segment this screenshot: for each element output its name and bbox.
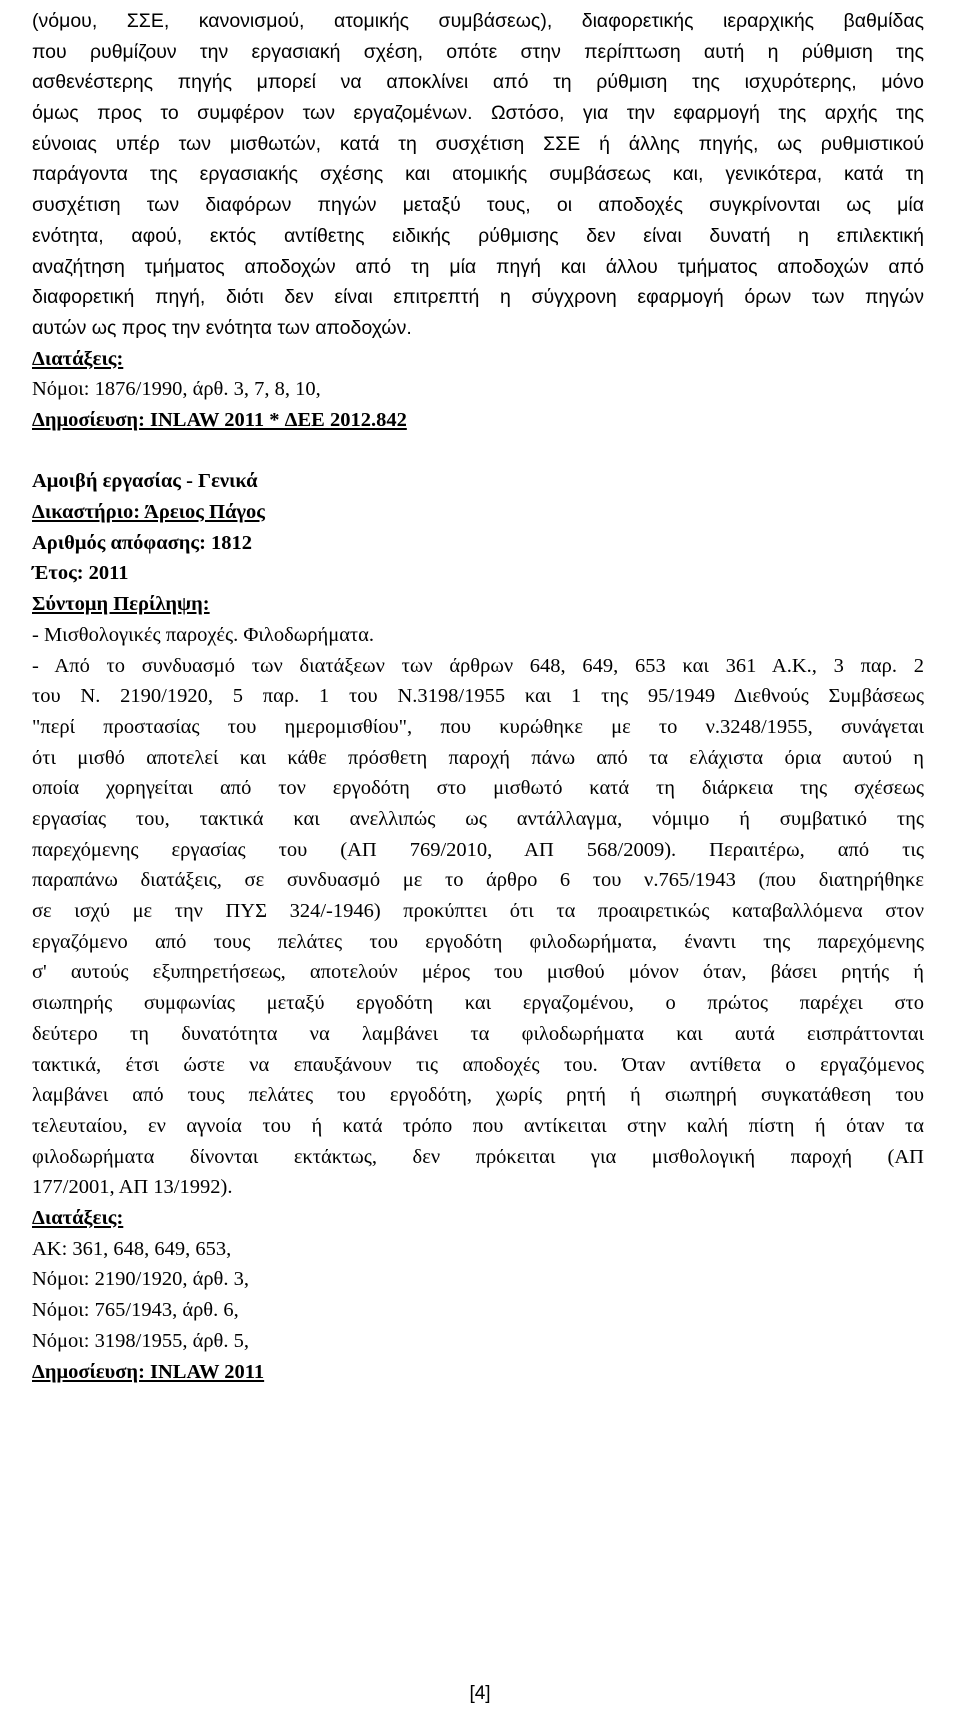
publication-line: Δημοσίευση: INLAW 2011 * ΔΕΕ 2012.842 [32,408,407,431]
summary-heading: Σύντομη Περίληψη: [32,593,210,616]
section-gap [32,436,924,467]
summary-line: εργαζόμενο από τους πελάτες του εργοδότη φιλοδωρήματα, έναντι της παρεχόμενης [32,930,924,953]
doc1-body [32,6,924,344]
summary-intro: - Μισθολογικές παροχές. Φιλοδωρήματα. [32,623,375,646]
body-line: που ρυθμίζουν την εργασιακή σχέση, οπότε στην περίπτωση αυτή η ρύθμιση της [32,40,924,63]
summary-line: φιλοδωρήματα δίνονται εκτάκτως, δεν πρόκειται για μισθολογική παροχή (ΑΠ [32,1145,924,1168]
body-line: ασθενέστερης πηγής μπορεί να αποκλίνει από τη ρύθμιση της ισχυρότερης, μόνο [32,71,924,94]
decision-title: Αμοιβή εργασίας - Γενικά [32,470,258,493]
summary-line: - Από το συνδυασμό των διατάξεων των άρθρων 648, 649, 653 και 361 Α.Κ., 3 παρ. 2 [32,654,924,677]
page-number: [4] [469,1683,491,1704]
summary-line: ότι μισθό αποτελεί και κάθε πρόσθετη παροχή πάνω από τα ελάχιστα όρια αυτού η [32,746,924,769]
summary-body [32,651,924,1203]
summary-line: λαμβάνει από τους πελάτες του εργοδότη, χωρίς ρητή ή σιωπηρή συγκατάθεση του [32,1084,924,1107]
summary-line: "περί προστασίας του ημερομισθίου", που κυρώθηκε με το ν.3248/1955, συνάγεται [32,715,924,738]
decision-year: Έτος: 2011 [32,562,129,585]
body-line: παράγοντα της εργασιακής σχέσης και ατομικής συμβάσεως και, γενικότερα, κατά τη [32,163,924,186]
publication-line: Δημοσίευση: INLAW 2011 [32,1360,265,1383]
summary-line: σιωπηρής συμφωνίας μεταξύ εργοδότη και εργαζομένου, ο πρώτος παρέχει στο [32,992,924,1015]
body-line: εύνοιας υπέρ των μισθωτών, κατά τη συσχέτιση ΣΣΕ ή άλλης πηγής, ως ρυθμιστικού [32,132,924,155]
summary-line: δεύτερο τη δυνατότητα να λαμβάνει τα φιλοδωρήματα και αυτά εισπράττονται [32,1022,924,1045]
summary-line: τελευταίου, εν αγνοία του ή κατά τρόπο που αντίκειται στην καλή πίστη ή όταν τα [32,1114,924,1137]
court-line: Δικαστήριο: Άρειος Πάγος [32,501,265,524]
body-line: όμως προς το συμφέρον των εργαζομένων. Ωστόσο, για την εφαρμογή της αρχής της [32,102,924,125]
provisions-heading: Διατάξεις: [32,347,124,370]
summary-line: σε ισχύ με την ΠΥΣ 324/-1946) προκύπτει ότι τα προαιρετικώς καταβαλλόμενα στον [32,900,924,923]
decision-number: Αριθμός απόφασης: 1812 [32,531,253,554]
provision-item: Νόμοι: 3198/1955, άρθ. 5, [32,1329,249,1352]
body-line: (νόμου, ΣΣΕ, κανονισμού, ατομικής συμβάσεως), διαφορετικής ιεραρχικής βαθμίδας [32,10,924,32]
summary-line: παρεχόμενης εργασίας του (ΑΠ 769/2010, ΑΠ 568/2009). Περαιτέρω, από τις [32,838,924,861]
provision-item: Νόμοι: 765/1943, άρθ. 6, [32,1299,239,1322]
provision-item: Νόμοι: 2190/1920, άρθ. 3, [32,1268,249,1291]
body-line: ενότητα, αφού, εκτός αντίθετης ειδικής ρύθμισης δεν είναι δυνατή η επιλεκτική [32,224,924,247]
summary-line: τακτικά, έτσι ώστε να επαυξάνουν τις αποδοχές του. Όταν αντίθετα ο εργαζόμενος [32,1053,924,1076]
summary-line: σ' αυτούς εξυπηρετήσεως, αποτελούν μέρος του μισθού μόνον όταν, βάσει ρητής ή [32,961,924,984]
body-line: αυτών ως προς την ενότητα των αποδοχών. [32,316,412,339]
body-line: συσχέτιση των διαφόρων πηγών μεταξύ τους, οι αποδοχές συγκρίνονται ως μία [32,194,924,217]
page-content [32,6,924,1387]
summary-line: οποία χορηγείται από τον εργοδότη στο μισθωτό κατά τη διάρκεια της σχέσεως [32,777,924,800]
body-line: αναζήτηση τμήματος αποδοχών από τη μία πηγή και άλλου τμήματος αποδοχών από [32,255,924,278]
provision-item: ΑΚ: 361, 648, 649, 653, [32,1237,232,1260]
summary-line: του Ν. 2190/1920, 5 παρ. 1 του Ν.3198/1955 και 1 της 95/1949 Διεθνούς Συμβάσεως [32,685,924,708]
summary-line: εργασίας του, τακτικά και ανελλιπώς ως αντάλλαγμα, νόμιμο ή συμβατικό της [32,808,924,831]
summary-line: 177/2001, ΑΠ 13/1992). [32,1176,233,1199]
summary-line: παραπάνω διατάξεις, σε συνδυασμό με το άρθρο 6 του ν.765/1943 (που διατηρήθηκε [32,869,924,892]
provisions-heading: Διατάξεις: [32,1206,124,1229]
body-line: διαφορετική πηγή, διότι δεν είναι επιτρεπτή η σύγχρονη εφαρμογή όρων των πηγών [32,286,924,309]
provision-item: Νόμοι: 1876/1990, άρθ. 3, 7, 8, 10, [32,378,321,401]
